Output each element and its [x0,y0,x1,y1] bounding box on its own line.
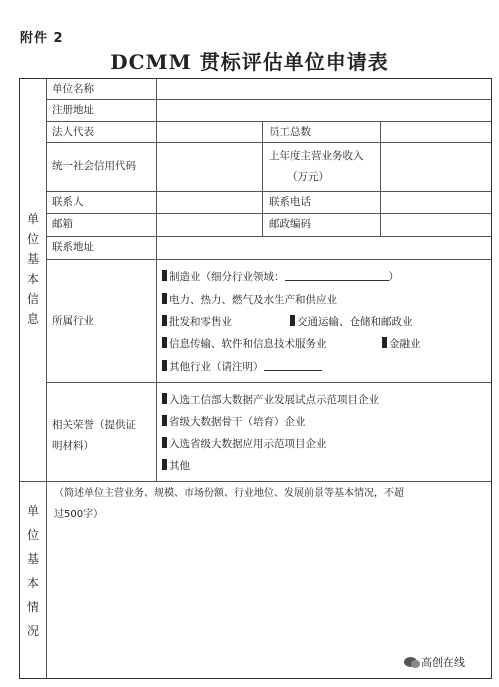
overview-instructions: （简述单位主营业务、规模、市场份额、行业地位、发展前景等基本情况，不超 [54,488,404,499]
field-label-honor-note: 明材料） [52,440,94,452]
field-label-postcode: 邮政编码 [269,218,311,230]
row-line [46,259,491,260]
row-line [46,382,491,383]
industry-option-utilities[interactable]: 电力、热力、燃气及水生产和供应业 [162,293,337,307]
checkbox-icon[interactable] [382,337,387,348]
row-line [46,121,491,122]
application-form [19,78,492,679]
overview-text-area[interactable] [50,525,486,673]
section-overview-label: 单 位 基 本 情 况 [26,504,39,638]
checkbox-icon[interactable] [162,360,167,371]
industry-option-wholesale[interactable]: 批发和零售业 [162,315,232,329]
field-label-revenue: 上年度主营业务收入 [269,150,364,162]
field-label-industry: 所属行业 [52,315,94,327]
industry-option-manufacturing[interactable]: 制造业（细分行业领域： ） [162,269,399,284]
annex-label: 附件 2 [20,31,64,46]
right-column-divider [380,121,381,236]
row-line [46,213,491,214]
label-column-divider [156,79,157,481]
watermark: 高创在线 [404,654,465,670]
field-label-address: 注册地址 [52,104,94,116]
field-label-name: 单位名称 [52,83,94,95]
row-line [46,236,491,237]
row-line [46,191,491,192]
checkbox-icon[interactable] [162,337,167,348]
field-label-legal-rep: 法人代表 [52,126,94,138]
field-label-contact: 联系人 [52,196,84,208]
mid-column-divider [262,121,263,236]
field-label-revenue-unit: （万元） [287,171,329,183]
honor-option[interactable]: 入选省级大数据应用示范项目企业 [162,437,327,451]
field-label-employees: 员工总数 [269,126,311,138]
row-line [46,99,491,100]
manufacturing-subfield-blank[interactable] [285,269,389,281]
checkbox-icon[interactable] [162,415,167,426]
industry-option-finance[interactable]: 金融业 [382,337,421,351]
other-industry-blank[interactable] [264,359,322,371]
checkbox-icon[interactable] [162,459,167,470]
checkbox-icon[interactable] [162,315,167,326]
industry-option-other[interactable]: 其他行业（请注明） [162,359,322,374]
honor-option[interactable]: 省级大数据骨干（培育）企业 [162,415,306,429]
checkbox-icon[interactable] [162,393,167,404]
field-label-email: 邮箱 [52,218,73,230]
wechat-icon [404,657,417,667]
form-title: DCMM 贯标评估单位申请表 [110,50,389,74]
industry-option-transport[interactable]: 交通运输、仓储和邮政业 [290,315,413,329]
field-label-phone: 联系电话 [269,196,311,208]
field-label-honor: 相关荣誉（提供证 [52,419,136,431]
field-label-credit-code: 统一社会信用代码 [52,160,136,172]
industry-option-it[interactable]: 信息传输、软件和信息技术服务业 [162,337,327,351]
section-divider [46,79,47,678]
honor-option[interactable]: 入选工信部大数据产业发展试点示范项目企业 [162,393,379,407]
overview-instructions-cont: 过500字） [54,509,104,520]
checkbox-icon[interactable] [162,437,167,448]
field-label-contact-address: 联系地址 [52,241,94,253]
row-line [46,142,491,143]
checkbox-icon[interactable] [162,293,167,304]
honor-option[interactable]: 其他 [162,459,190,473]
checkbox-icon[interactable] [290,315,295,326]
checkbox-icon[interactable] [162,270,167,281]
section-basic-info-label: 单 位 基 本 信 息 [26,212,39,326]
section-line [20,481,491,482]
